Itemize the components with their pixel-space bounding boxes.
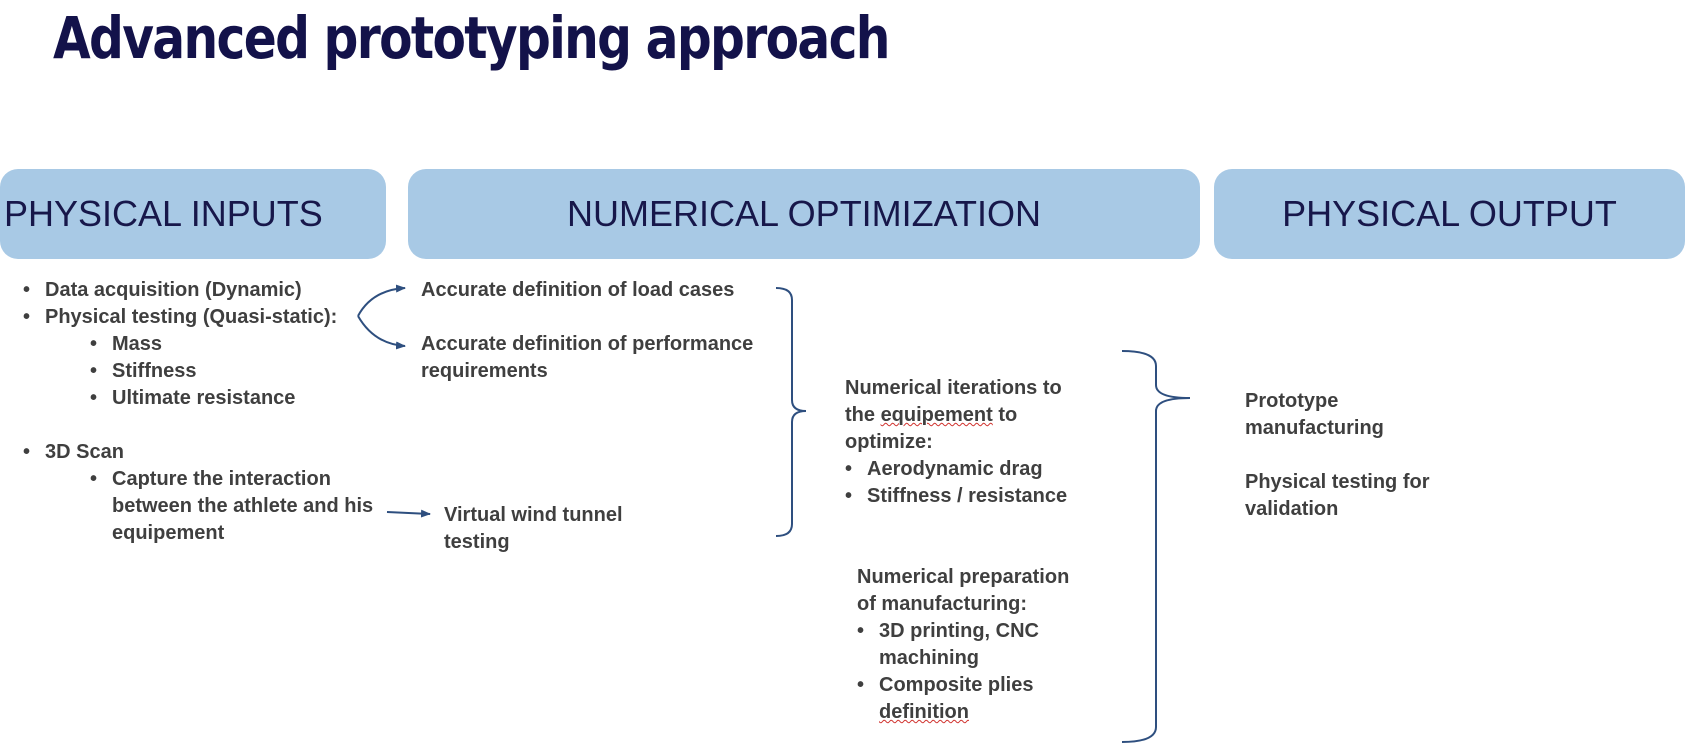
validation-line-2: validation	[1245, 498, 1339, 520]
composite-item-cont: definition	[879, 701, 969, 723]
scan-label: • 3D Scan	[23, 439, 124, 466]
numerical-optimization-label: NUMERICAL OPTIMIZATION	[566, 193, 1041, 234]
physical-inputs-label: PHYSICAL INPUTS	[4, 193, 323, 234]
composite-item: • Composite plies	[857, 672, 1069, 699]
iterations-heading-3: optimize:	[845, 431, 933, 453]
arrow-to-wind-tunnel	[387, 512, 430, 514]
definitions-brace	[776, 288, 806, 536]
aerodynamic-drag-item: • Aerodynamic drag	[845, 456, 1067, 483]
spellcheck-word: equipement	[880, 404, 993, 426]
scan-detail-line-2: between the athlete and his	[112, 495, 374, 517]
wind-tunnel-line-1: Virtual wind tunnel	[444, 504, 623, 526]
stiffness-item: • Stiffness	[90, 358, 295, 385]
performance-line-1: Accurate definition of performance	[421, 333, 754, 355]
performance-line-2: requirements	[421, 360, 548, 382]
printing-item-cont: machining	[879, 647, 980, 669]
numerical-brace	[1122, 351, 1190, 742]
printing-item: • 3D printing, CNC	[857, 618, 1069, 645]
page-title: Advanced prototyping approach	[53, 4, 889, 72]
physical-output-label: PHYSICAL OUTPUT	[1282, 193, 1617, 234]
manufacturing-heading-1: Numerical preparation	[857, 566, 1070, 588]
scan-detail-line-3: equipement	[112, 522, 225, 544]
manufacturing-heading-2: of manufacturing:	[857, 593, 1027, 615]
scan-detail-line-1: • Capture the interaction	[90, 466, 373, 493]
physical-testing-item: • Physical testing (Quasi-static):	[23, 304, 337, 331]
load-cases-text: Accurate definition of load cases	[421, 279, 735, 301]
arrow-to-load-cases	[358, 288, 405, 316]
iterations-heading-1: Numerical iterations to	[845, 377, 1062, 399]
prototype-line-1: Prototype	[1245, 390, 1339, 412]
wind-tunnel-line-2: testing	[444, 531, 510, 553]
prototype-line-2: manufacturing	[1245, 417, 1384, 439]
mass-item: • Mass	[90, 331, 295, 358]
iterations-heading-2: the equipement to	[845, 404, 1018, 426]
stiffness-resistance-item: • Stiffness / resistance	[845, 483, 1067, 510]
arrow-to-performance	[358, 316, 405, 346]
ultimate-resistance-item: • Ultimate resistance	[90, 385, 295, 412]
validation-line-1: Physical testing for	[1245, 471, 1430, 493]
data-acquisition-item: • Data acquisition (Dynamic)	[23, 277, 337, 304]
